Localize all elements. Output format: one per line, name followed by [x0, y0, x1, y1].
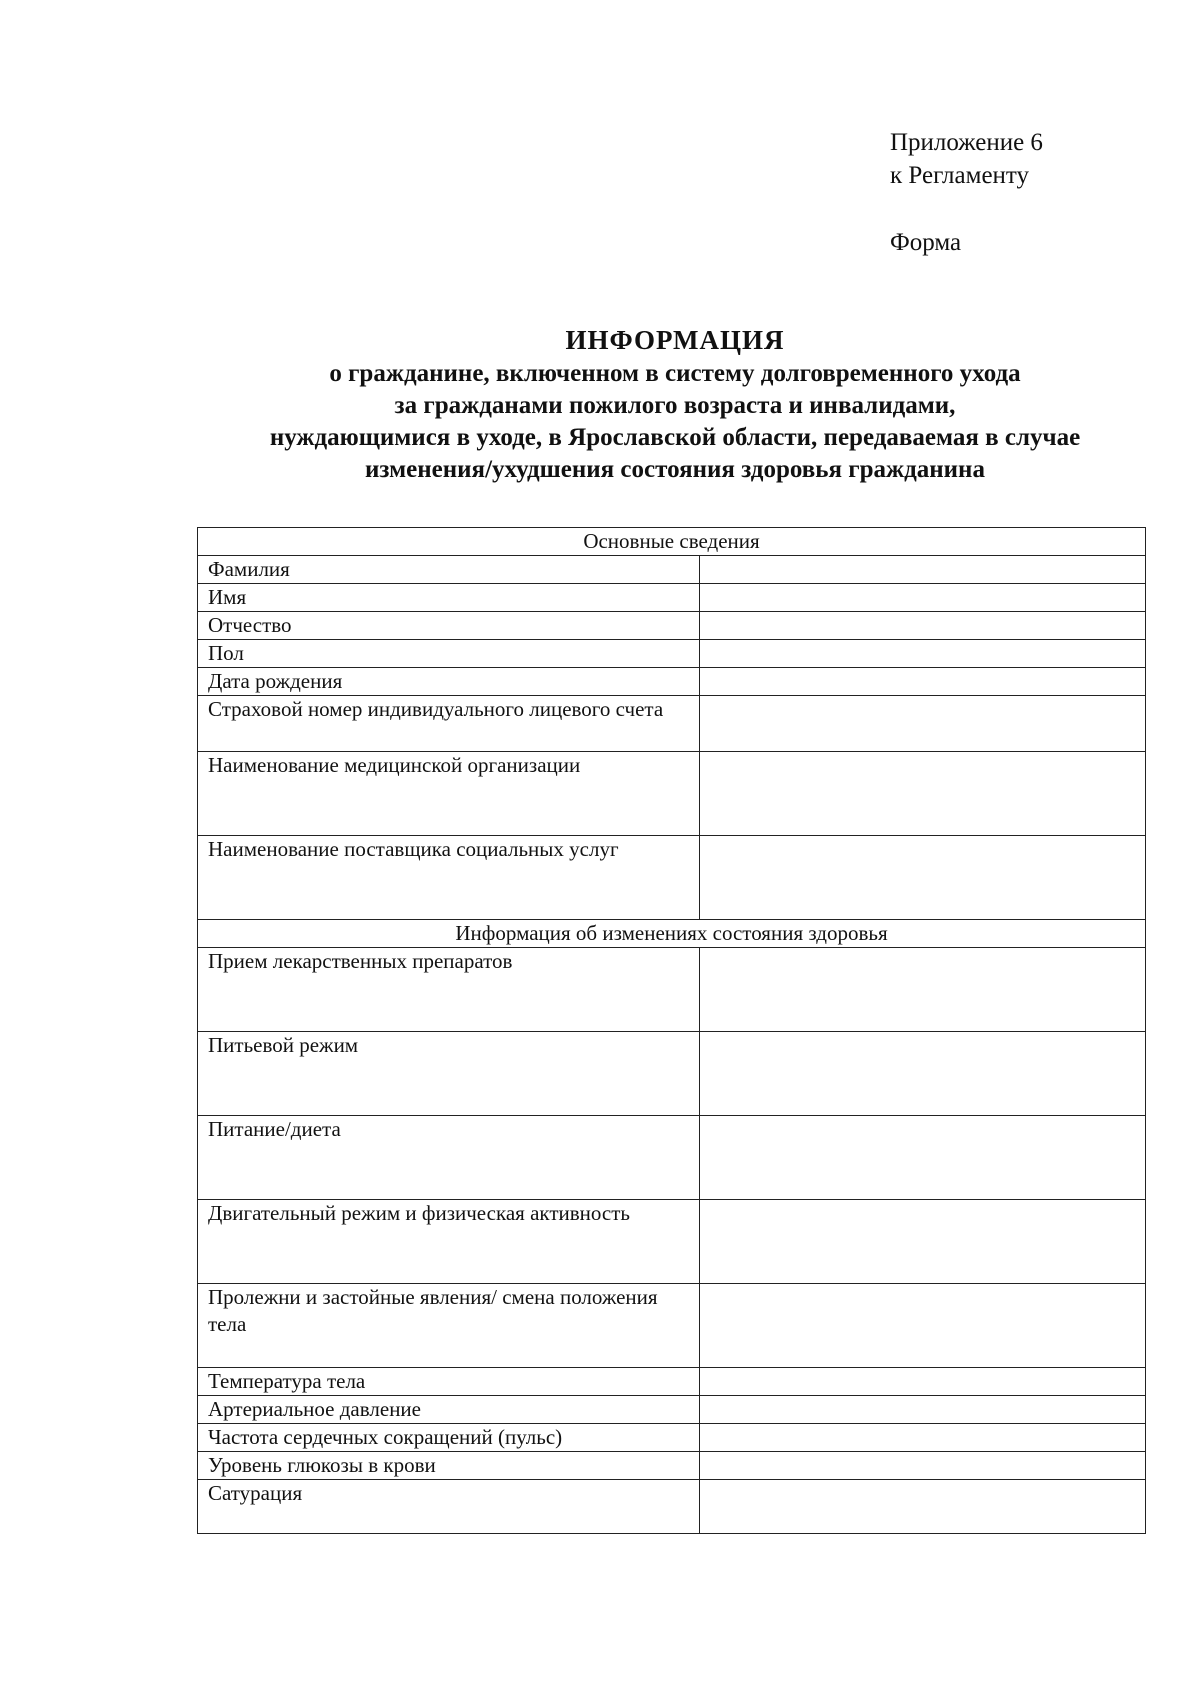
field-label-snils: Страховой номер индивидуального лицевого счета: [198, 696, 700, 752]
table-row: [198, 556, 1146, 584]
field-value-medication-intake[interactable]: [700, 948, 1146, 1032]
table-row: [198, 696, 1146, 752]
form-label: Форма: [890, 229, 962, 256]
field-label-motor-activity: Двигательный режим и физическая активность: [198, 1200, 700, 1284]
table-row: [198, 668, 1146, 696]
field-label-drinking-regime: Питьевой режим: [198, 1032, 700, 1116]
section-header-basic-info: Основные сведения: [198, 528, 1146, 556]
field-label-body-temperature: Температура тела: [198, 1368, 700, 1396]
document-title: ИНФОРМАЦИЯ: [565, 325, 785, 355]
section-header-row: [198, 528, 1146, 556]
field-value-heart-rate[interactable]: [700, 1424, 1146, 1452]
field-label-sex: Пол: [198, 640, 700, 668]
field-label-saturation: Сатурация: [198, 1480, 700, 1534]
field-value-drinking-regime[interactable]: [700, 1032, 1146, 1116]
field-value-saturation[interactable]: [700, 1480, 1146, 1534]
table-row: [198, 1032, 1146, 1116]
subtitle-line: изменения/ухудшения состояния здоровья гражданина: [365, 456, 985, 483]
table-row: [198, 1396, 1146, 1424]
field-value-medical-organization[interactable]: [700, 752, 1146, 836]
field-label-blood-pressure: Артериальное давление: [198, 1396, 700, 1424]
table-row: [198, 1424, 1146, 1452]
field-label-name: Имя: [198, 584, 700, 612]
section-header-row: [198, 920, 1146, 948]
table-row: [198, 640, 1146, 668]
field-value-social-service-provider[interactable]: [700, 836, 1146, 920]
field-value-snils[interactable]: [700, 696, 1146, 752]
subtitle-line: нуждающимися в уходе, в Ярославской области, передаваемая в случае: [269, 424, 1081, 451]
table-row: [198, 1368, 1146, 1396]
field-label-medication-intake: Прием лекарственных препаратов: [198, 948, 700, 1032]
table-row: [198, 612, 1146, 640]
field-label-medical-organization: Наименование медицинской организации: [198, 752, 700, 836]
field-value-surname[interactable]: [700, 556, 1146, 584]
field-label-heart-rate: Частота сердечных сокращений (пульс): [198, 1424, 700, 1452]
field-label-surname: Фамилия: [198, 556, 700, 584]
field-value-nutrition-diet[interactable]: [700, 1116, 1146, 1200]
field-value-body-temperature[interactable]: [700, 1368, 1146, 1396]
subtitle-line: за гражданами пожилого возраста и инвалидами,: [394, 392, 956, 419]
field-label-nutrition-diet: Питание/диета: [198, 1116, 700, 1200]
field-value-motor-activity[interactable]: [700, 1200, 1146, 1284]
subtitle-line: о гражданине, включенном в систему долговременного ухода: [329, 360, 1021, 387]
field-value-blood-pressure[interactable]: [700, 1396, 1146, 1424]
table-row: [198, 1116, 1146, 1200]
appendix-note: [890, 126, 1043, 192]
appendix-number: Приложение 6: [890, 129, 1043, 156]
table-row: [198, 1200, 1146, 1284]
section-header-health-changes: Информация об изменениях состояния здоровья: [198, 920, 1146, 948]
field-value-name[interactable]: [700, 584, 1146, 612]
field-label-bedsores: Пролежни и застойные явления/ смена положения тела: [198, 1284, 700, 1368]
table-row: [198, 948, 1146, 1032]
table-row: [198, 752, 1146, 836]
field-value-patronymic[interactable]: [700, 612, 1146, 640]
table-row: [198, 836, 1146, 920]
field-value-birth-date[interactable]: [700, 668, 1146, 696]
document-title-block: [150, 322, 1200, 486]
field-value-blood-glucose[interactable]: [700, 1452, 1146, 1480]
document-subtitle: [150, 358, 1200, 486]
table-row: [198, 1452, 1146, 1480]
field-value-bedsores[interactable]: [700, 1284, 1146, 1368]
field-label-social-service-provider: Наименование поставщика социальных услуг: [198, 836, 700, 920]
field-label-patronymic: Отчество: [198, 612, 700, 640]
field-value-sex[interactable]: [700, 640, 1146, 668]
field-label-birth-date: Дата рождения: [198, 668, 700, 696]
table-row: [198, 584, 1146, 612]
appendix-reference: к Регламенту: [890, 162, 1030, 189]
field-label-blood-glucose: Уровень глюкозы в крови: [198, 1452, 700, 1480]
table-row: [198, 1480, 1146, 1534]
table-row: [198, 1284, 1146, 1368]
citizen-info-table: [197, 527, 1146, 1534]
